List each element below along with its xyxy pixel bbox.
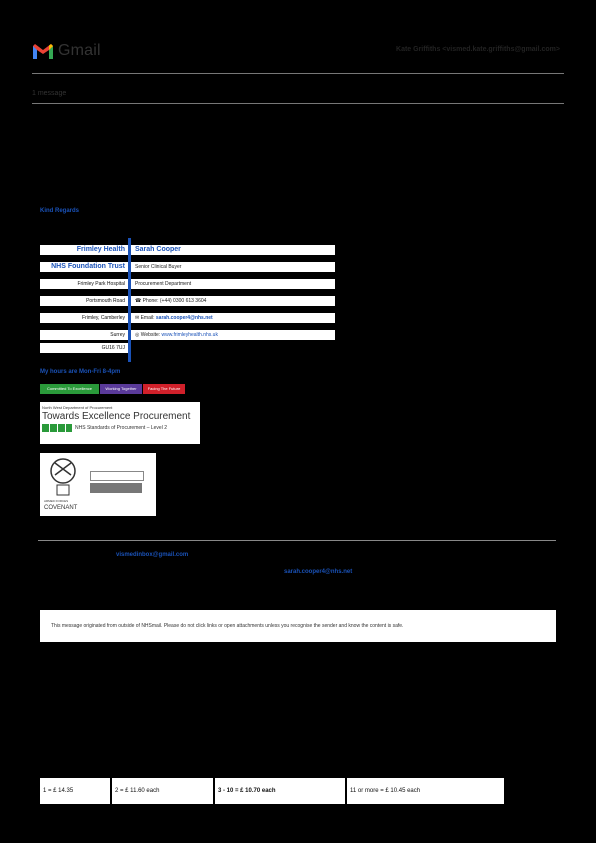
signature-greeting: Kind Regards <box>40 208 80 214</box>
signature-phone-text: Phone: (+44) 0300 613 3604 <box>142 298 207 304</box>
phone-icon: ☎ <box>135 298 143 304</box>
mail-icon: ✉ <box>135 315 141 321</box>
signature-phone <box>131 296 335 306</box>
procurement-small: North West Department of Procurement <box>42 405 113 410</box>
covenant-panel <box>90 471 144 481</box>
signature-address-line: Frimley, Camberley <box>40 313 128 323</box>
covenant-panel <box>90 483 142 493</box>
price-cell: 1 = £ 14.35 <box>40 778 110 804</box>
signature-website <box>131 330 335 340</box>
procurement-logo-icon <box>42 424 72 432</box>
value-badge-future: Facing The Future <box>143 384 185 394</box>
armed-forces-covenant-badge <box>40 453 156 516</box>
procurement-badge <box>40 402 200 444</box>
globe-icon: ◎ <box>135 332 141 338</box>
signature-org-trust: NHS Foundation Trust <box>40 262 128 272</box>
signature-website-label: Website: <box>140 332 161 338</box>
procurement-subtitle: NHS Standards of Procurement – Level 2 <box>75 425 167 431</box>
signature-email-link[interactable]: sarah.cooper4@nhs.net <box>155 315 213 321</box>
price-cell: 3 - 10 = £ 10.70 each <box>215 778 345 804</box>
account-label: Kate Griffiths <vismed.kate.griffiths@gmail.com> <box>396 46 560 53</box>
covenant-label: COVENANT <box>44 505 78 511</box>
external-warning-banner: This message originated from outside of NHSmail. Please do not click links or open attachments unless you recognise the sender and know the content is safe. <box>40 610 556 642</box>
signature-name: Sarah Cooper <box>131 245 335 255</box>
signature-address-line: Frimley Park Hospital <box>40 279 128 289</box>
covenant-small-text: ARMED FORCES <box>44 499 69 503</box>
signature-job-title: Senior Clinical Buyer <box>131 262 335 272</box>
covenant-crest-icon <box>46 455 80 499</box>
signature-email-label: Email: <box>140 315 155 321</box>
thread-divider <box>32 103 564 104</box>
signature-email <box>131 313 335 323</box>
message-count: 1 message <box>32 90 67 97</box>
quoted-recipient-email[interactable]: sarah.cooper4@nhs.net <box>284 569 353 575</box>
price-cell: 2 = £ 11.60 each <box>112 778 213 804</box>
signature-address-line: Surrey <box>40 330 128 340</box>
header-divider <box>32 73 564 74</box>
quoted-sender-email[interactable]: vismedinbox@gmail.com <box>116 552 189 558</box>
value-badge-together: Working Together <box>100 384 142 394</box>
price-cell: 11 or more = £ 10.45 each <box>347 778 504 804</box>
signature-org-name: Frimley Health <box>40 245 128 255</box>
quoted-divider <box>38 540 556 541</box>
gmail-logo-text: Gmail <box>58 42 101 59</box>
signature-postcode: GU16 7UJ <box>40 343 128 353</box>
signature-hours: My hours are Mon-Fri 8-4pm <box>40 369 121 375</box>
gmail-logo[interactable] <box>32 40 112 62</box>
signature-address-line: Portsmouth Road <box>40 296 128 306</box>
procurement-title: Towards Excellence Procurement <box>42 411 191 422</box>
gmail-m-icon <box>32 42 54 60</box>
value-badge-excellence: Committed To Excellence <box>40 384 99 394</box>
signature-department: Procurement Department <box>131 279 335 289</box>
signature-website-link[interactable]: www.frimleyhealth.nhs.uk <box>161 332 218 338</box>
